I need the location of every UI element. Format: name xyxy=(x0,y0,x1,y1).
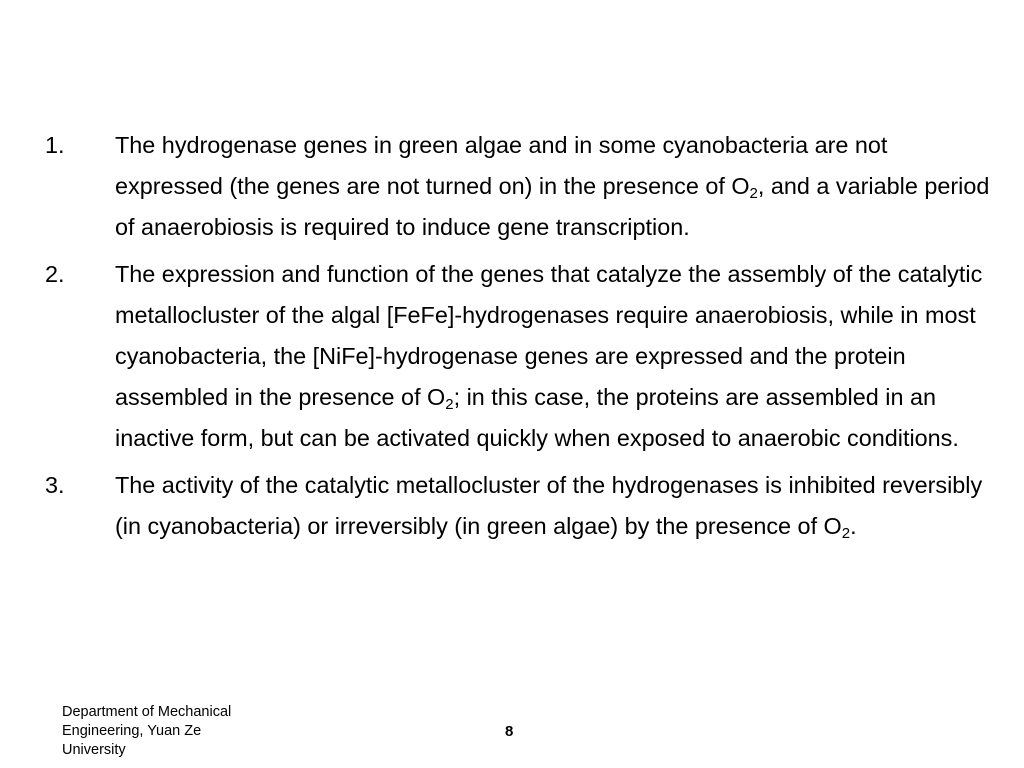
list-item xyxy=(0,465,1024,547)
subscript: 2 xyxy=(749,185,758,202)
subscript: 2 xyxy=(841,525,851,542)
subscript: 2 xyxy=(445,396,454,413)
item-number: 1. xyxy=(45,132,65,158)
item-text xyxy=(115,254,995,459)
item-number: 3. xyxy=(45,472,65,498)
text-segment: The hydrogenase genes in green algae and in some cyanobacteria are not expressed (the genes are not turned on) in the presence of O xyxy=(115,132,888,199)
footer-department-line: University xyxy=(62,742,126,758)
text-segment: . xyxy=(850,513,857,539)
page-number: 8 xyxy=(505,723,514,740)
list-item xyxy=(0,254,1024,459)
item-text xyxy=(115,125,995,248)
footer-department xyxy=(62,703,292,760)
text-segment: , and a variable period of anaerobiosis is required to induce gene transcription. xyxy=(115,173,990,240)
text-segment: The activity of the catalytic metallocluster of the hydrogenases is inhibited reversibly (in cyanobacteria) or irreversibly (in green algae) by the presence of O xyxy=(115,472,983,539)
numbered-list xyxy=(0,125,1024,553)
text-segment: The expression and function of the genes that catalyze the assembly of the catalytic metallocluster of the algal [FeFe]-hydrogenases require anaerobiosis, while in most cyanobacteria, the [NiFe]-hydrogenase genes are expressed and the protein assembled in the presence of O xyxy=(115,261,983,410)
text-segment: ; in this case, the proteins are assembled in an inactive form, but can be activated quickly when exposed to anaerobic conditions. xyxy=(115,384,959,451)
item-number: 2. xyxy=(45,261,65,287)
list-item xyxy=(0,125,1024,248)
item-text xyxy=(115,465,995,547)
footer-department-line: Engineering, Yuan Ze xyxy=(62,723,202,739)
footer-department-line: Department of Mechanical xyxy=(62,704,232,720)
